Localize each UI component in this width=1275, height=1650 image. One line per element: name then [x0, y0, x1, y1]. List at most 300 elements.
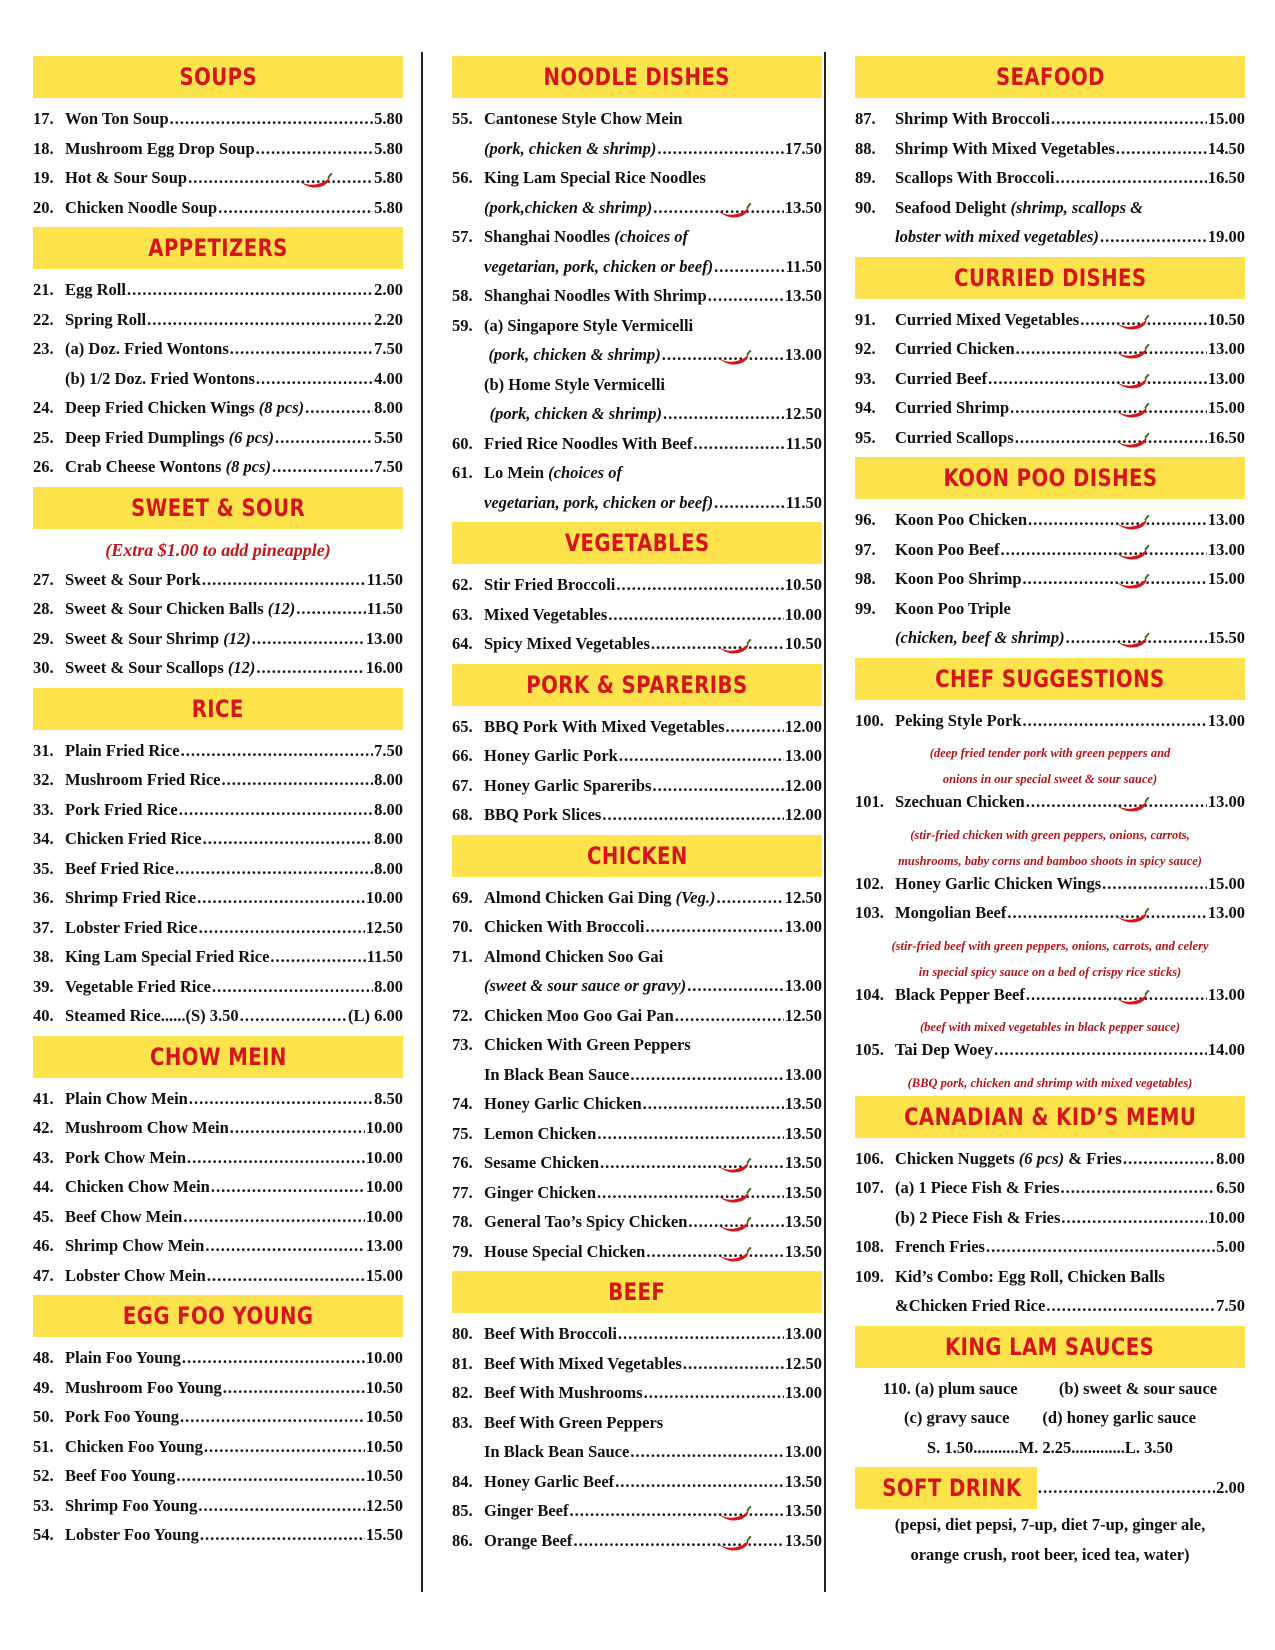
price-leader-dots: [683, 1354, 784, 1374]
item-name-text: Beef With Mushrooms: [484, 1383, 643, 1402]
item-name: [65, 1118, 229, 1138]
section-title: CHICKEN: [586, 841, 688, 870]
menu-item: [33, 947, 403, 977]
menu-item: [33, 658, 403, 688]
menu-item: [452, 434, 822, 464]
item-name: [484, 1324, 617, 1344]
item-price: 8.00: [374, 770, 403, 789]
item-name: [65, 109, 169, 129]
menu-item: [33, 1266, 403, 1296]
item-name: [484, 1413, 663, 1433]
menu-item: [452, 605, 822, 635]
item-number: 54.: [33, 1525, 54, 1544]
price-leader-dots: [1060, 1178, 1215, 1198]
item-name: [895, 569, 1022, 589]
price-leader-dots: [180, 1407, 365, 1427]
item-name-text: (a) Singapore Style Vermicelli: [484, 315, 694, 335]
menu-item: [855, 1296, 1245, 1326]
item-name-text: Chicken Nuggets: [895, 1148, 1015, 1168]
price-leader-dots: [1123, 1149, 1215, 1169]
item-number: 37.: [33, 917, 54, 937]
menu-item: [855, 569, 1245, 599]
menu-item: [33, 1207, 403, 1237]
section-banner: [855, 1096, 1245, 1138]
menu-item: [33, 428, 403, 458]
section-banner: [452, 1271, 822, 1313]
chili-pepper-icon: [1112, 545, 1150, 561]
price-leader-dots: [200, 1525, 365, 1545]
chili-pepper-icon: [1112, 515, 1150, 531]
item-name: [65, 1006, 239, 1026]
item-name-text: Spring Roll: [65, 309, 147, 329]
section-banner: [452, 664, 822, 706]
menu-item: [452, 286, 822, 316]
item-name: [65, 310, 146, 330]
price-leader-dots: [176, 1466, 365, 1486]
item-name: [65, 1407, 179, 1427]
item-qualifier: (12): [267, 599, 296, 618]
price-leader-dots: [223, 1378, 365, 1398]
item-name-text: Sweet & Sour Pork: [65, 569, 201, 589]
item-number: 58.: [452, 286, 473, 305]
item-number: 105.: [855, 1040, 884, 1059]
item-name: [895, 168, 1055, 188]
item-name: [65, 1466, 175, 1486]
item-name-text: Pork Fried Rice: [65, 799, 178, 819]
price-leader-dots: [652, 776, 783, 796]
item-price: 13.00: [1207, 510, 1245, 529]
item-number: 40.: [33, 1006, 54, 1025]
price-leader-dots: [1056, 168, 1207, 188]
menu-item: [452, 1383, 822, 1413]
item-number: 72.: [452, 1005, 473, 1025]
item-name-text: (b) 1/2 Doz. Fried Wontons: [65, 368, 255, 388]
item-name-text: BBQ Pork With Mixed Vegetables: [484, 716, 725, 736]
item-name: [65, 1437, 203, 1457]
price-leader-dots: [188, 168, 373, 188]
item-price: 15.00: [1207, 873, 1245, 893]
menu-item: [855, 369, 1245, 399]
item-name: [895, 792, 1025, 812]
item-name: [65, 829, 202, 849]
menu-item: [452, 198, 822, 228]
item-name-text: Koon Poo Triple: [895, 598, 1011, 618]
item-name-text: Scallops With Broccoli: [895, 168, 1055, 187]
item-price: 10.00: [365, 1177, 403, 1196]
item-qualifier: (choices of: [614, 227, 688, 246]
item-number: 47.: [33, 1265, 54, 1285]
item-qualifier: (6 pcs): [228, 427, 274, 447]
item-name-text: Sesame Chicken: [484, 1153, 600, 1172]
menu-item: [452, 917, 822, 947]
item-name: [65, 629, 251, 649]
item-name: [484, 634, 650, 654]
item-subtitle: (pork, chicken & shrimp): [489, 404, 662, 423]
chili-pepper-icon: [1112, 403, 1150, 419]
item-price: 13.00: [784, 917, 822, 936]
section-title: RICE: [191, 694, 244, 723]
item-number: 20.: [33, 197, 54, 217]
item-name: [895, 369, 987, 389]
price-leader-dots: [197, 888, 365, 908]
item-price: 13.00: [1207, 339, 1245, 358]
section-banner: [33, 487, 403, 529]
sauce-line: S. 1.50...........M. 2.25.............L. 3.50: [926, 1437, 1174, 1457]
item-price: 5.00: [1216, 1237, 1245, 1256]
menu-item: [855, 1208, 1245, 1238]
section-banner: [33, 688, 403, 730]
item-price: 13.50: [784, 1471, 822, 1491]
menu-item: [452, 1065, 822, 1095]
price-leader-dots: [726, 717, 784, 737]
item-qualifier: (12): [223, 628, 251, 648]
price-leader-dots: [1007, 903, 1207, 923]
chili-pepper-icon: [1112, 633, 1150, 649]
item-price: 8.00: [374, 829, 403, 848]
menu-item: [452, 575, 822, 605]
item-name-text: Chicken Fried Rice: [65, 829, 202, 848]
item-number: 93.: [855, 368, 876, 388]
menu-item: [33, 1496, 403, 1526]
item-number: 27.: [33, 569, 54, 589]
item-name-text: Shrimp Foo Young: [65, 1495, 198, 1515]
menu-item: [33, 398, 403, 428]
menu-item: [33, 629, 403, 659]
item-qualifier: (choices of: [548, 463, 622, 482]
item-price: 15.50: [1207, 628, 1245, 647]
price-leader-dots: [170, 109, 373, 129]
price-leader-dots: [1061, 1208, 1206, 1228]
item-number: 57.: [452, 227, 473, 246]
item-name-text: Mushroom Egg Drop Soup: [65, 138, 255, 158]
price-leader-dots: [240, 1006, 347, 1026]
item-number: 84.: [452, 1471, 473, 1491]
item-price: 5.80: [374, 197, 403, 217]
menu-item: [33, 1236, 403, 1266]
menu-item: [452, 1212, 822, 1242]
item-name: [895, 1178, 1059, 1198]
price-leader-dots: [1116, 139, 1207, 159]
price-leader-dots: [1023, 711, 1207, 731]
menu-item: [33, 918, 403, 948]
menu-item: [855, 792, 1245, 822]
item-name-text: Pork Chow Mein: [65, 1147, 186, 1167]
item-number: 34.: [33, 829, 54, 848]
item-price: 14.00: [1207, 1040, 1245, 1059]
item-description: (stir-fried chicken with green peppers, onions, carrots,: [910, 827, 1190, 842]
item-number: 80.: [452, 1324, 473, 1343]
item-number: 85.: [452, 1501, 473, 1520]
item-name-text: (a) Doz. Fried Wontons: [65, 339, 229, 358]
menu-column-3: [855, 56, 1245, 1574]
price-leader-dots: [986, 1237, 1215, 1257]
item-name-text: Black Pepper Beef: [895, 984, 1025, 1004]
menu-item: [33, 280, 403, 310]
item-price: 16.50: [1207, 427, 1245, 447]
item-price: 16.00: [365, 658, 403, 677]
menu-item: [33, 1348, 403, 1378]
item-name-text: Peking Style Pork: [895, 710, 1022, 730]
section-note: (Extra $1.00 to add pineapple): [105, 539, 331, 560]
menu-item: [855, 711, 1245, 741]
item-number: 107.: [855, 1178, 884, 1197]
section-title: BEEF: [608, 1278, 666, 1306]
item-price: 8.00: [1216, 1148, 1245, 1168]
item-name-text: Spicy Mixed Vegetables: [484, 634, 650, 653]
price-leader-dots: [1015, 428, 1207, 448]
item-price: 11.50: [785, 433, 822, 453]
sauce-line: (c) gravy sauce (d) honey garlic sauce: [904, 1408, 1196, 1427]
item-name-text: Honey Garlic Pork: [484, 746, 618, 765]
section-title: SOUPS: [179, 63, 257, 91]
item-number: 18.: [33, 138, 54, 158]
item-name: [65, 741, 180, 761]
item-number: 17.: [33, 109, 54, 128]
item-price: 13.00: [784, 976, 822, 995]
item-name: [484, 605, 607, 625]
item-number: 48.: [33, 1348, 54, 1367]
item-name-suffix: & Fries: [1068, 1148, 1122, 1168]
price-leader-dots: [175, 859, 373, 879]
item-name-text: Honey Garlic Spareribs: [484, 775, 652, 795]
menu-item: [855, 1040, 1245, 1070]
menu-item: [452, 1006, 822, 1036]
item-price: 12.50: [784, 1353, 822, 1373]
item-name-text: &Chicken Fried Rice: [895, 1296, 1046, 1315]
price-leader-dots: [663, 404, 784, 424]
menu-item: [855, 874, 1245, 904]
menu-item: [33, 1378, 403, 1408]
menu-item: [855, 339, 1245, 369]
item-name-text: Plain Fried Rice: [65, 740, 180, 760]
item-price: 13.00: [1207, 984, 1245, 1004]
item-name: [65, 1378, 222, 1398]
item-number: 109.: [855, 1266, 884, 1286]
price-leader-dots: [714, 493, 785, 513]
menu-item: [33, 977, 403, 1007]
chili-pepper-icon: [714, 203, 752, 219]
item-name: [484, 227, 688, 247]
menu-item: [452, 976, 822, 1006]
item-name: [65, 770, 221, 790]
item-name: [895, 1208, 1060, 1228]
item-number: 49.: [33, 1377, 54, 1397]
item-name-text: Crab Cheese Wontons: [65, 457, 222, 476]
item-name-text: Chicken Noodle Soup: [65, 197, 218, 217]
item-price: 12.50: [784, 1005, 822, 1025]
item-name-text: In Black Bean Sauce: [484, 1442, 630, 1461]
item-name: [895, 903, 1006, 923]
price-leader-dots: [717, 888, 784, 908]
item-price: 13.50: [784, 1501, 822, 1520]
menu-item: [452, 1354, 822, 1384]
price-leader-dots: [616, 575, 784, 595]
item-name: [484, 776, 651, 796]
item-number: 21.: [33, 280, 54, 299]
item-number: 100.: [855, 710, 884, 730]
item-price: 13.50: [784, 1530, 822, 1550]
item-number: 66.: [452, 746, 473, 765]
item-name-text: Fried Rice Noodles With Beef: [484, 433, 693, 453]
menu-item: [452, 1501, 822, 1531]
item-price: 13.00: [784, 1064, 822, 1084]
menu-item: [452, 227, 822, 257]
sauce-line: (pepsi, diet pepsi, 7-up, diet 7-up, ginger ale,: [894, 1515, 1206, 1534]
chili-pepper-icon: [714, 1536, 752, 1552]
item-name-text: Lobster Chow Mein: [65, 1265, 206, 1285]
item-name-text: Chicken Moo Goo Gai Pan: [484, 1005, 674, 1025]
item-price: 12.50: [784, 887, 822, 907]
item-number: 71.: [452, 946, 473, 966]
item-name-text: Plain Foo Young: [65, 1348, 181, 1367]
item-name: [484, 1212, 687, 1232]
item-name: [895, 711, 1022, 731]
price-leader-dots: [615, 1472, 784, 1492]
menu-item: [452, 1094, 822, 1124]
section-title: SEAFOOD: [995, 63, 1105, 91]
menu-item: [33, 888, 403, 918]
item-price: 15.50: [365, 1525, 403, 1544]
item-number: 90.: [855, 197, 876, 217]
menu-item: [452, 888, 822, 918]
item-name: [65, 1348, 181, 1368]
item-name-text: Beef With Green Peppers: [484, 1412, 664, 1432]
item-qualifier: (6 pcs): [1018, 1148, 1065, 1168]
menu-item: [855, 398, 1245, 428]
price-leader-dots: [597, 1183, 784, 1203]
item-name-text: Beef With Mixed Vegetables: [484, 1353, 682, 1373]
item-name-text: General Tao’s Spicy Chicken: [484, 1212, 688, 1231]
menu-item: [33, 829, 403, 859]
item-name: [484, 717, 725, 737]
item-qualifier: (shrimp, scallops &: [1010, 197, 1143, 217]
price-leader-dots: [211, 1177, 365, 1197]
menu-item: [452, 1472, 822, 1502]
section-banner: [855, 457, 1245, 499]
item-name: [484, 917, 644, 937]
item-price: 13.00: [1207, 710, 1245, 730]
price-leader-dots: [252, 629, 365, 649]
sauce-line: orange crush, root beer, iced tea, water): [910, 1544, 1190, 1564]
item-price: 10.00: [784, 604, 822, 624]
item-name: [65, 1496, 197, 1516]
item-price: 6.50: [1216, 1178, 1245, 1197]
menu-item: [452, 1242, 822, 1272]
item-price: 7.50: [374, 339, 403, 358]
item-name: [65, 339, 229, 359]
item-name-text: Chicken Foo Young: [65, 1436, 203, 1456]
item-name: [65, 1089, 188, 1109]
item-price: 5.80: [374, 109, 403, 128]
menu-item: [452, 1324, 822, 1354]
item-number: 75.: [452, 1123, 473, 1143]
section-banner: [33, 56, 403, 98]
section-title: EGG FOO YOUNG: [122, 1302, 314, 1330]
price-leader-dots: [212, 977, 373, 997]
item-name: [484, 434, 692, 454]
item-price: 2.00: [1216, 1478, 1245, 1497]
item-subtitle: (sweet & sour sauce or gravy): [484, 976, 687, 995]
item-number: 91.: [855, 309, 876, 329]
price-leader-dots: [207, 1266, 365, 1286]
item-name-text: Ginger Chicken: [484, 1182, 596, 1202]
price-leader-dots: [127, 280, 373, 300]
item-name: [895, 109, 1050, 129]
item-number: 36.: [33, 888, 54, 907]
menu-item: [855, 1178, 1245, 1208]
menu-item: [33, 570, 403, 600]
item-name: [895, 1149, 1122, 1169]
section-title: SOFT DRINK: [882, 1474, 1022, 1502]
item-number: 97.: [855, 539, 876, 559]
chili-pepper-icon: [1112, 797, 1150, 813]
item-subtitle: vegetarian, pork, chicken or beef): [484, 492, 714, 512]
item-number: 83.: [452, 1412, 473, 1432]
item-name: [484, 1065, 629, 1085]
item-qualifier: (8 pcs): [258, 398, 305, 417]
item-price: 13.00: [784, 746, 822, 765]
item-price: 13.00: [784, 345, 822, 364]
item-price: 10.00: [365, 1147, 403, 1167]
item-name-text: Won Ton Soup: [65, 109, 169, 128]
menu-item: [452, 1035, 822, 1065]
item-price: 4.00: [374, 368, 403, 388]
item-price: 8.50: [374, 1088, 403, 1108]
item-name: [484, 1531, 572, 1551]
item-price: 13.00: [1207, 368, 1245, 388]
price-leader-dots: [204, 1437, 365, 1457]
item-price: 5.80: [374, 168, 403, 187]
item-name-text: Tai Dep Woey: [895, 1040, 994, 1059]
item-name: [895, 510, 1027, 530]
section-title: SWEET & SOUR: [130, 493, 306, 522]
price-leader-dots: [147, 310, 373, 330]
item-number: 82.: [452, 1383, 473, 1402]
price-leader-dots: [179, 800, 373, 820]
menu-column-2: [452, 56, 822, 1560]
item-price: 13.00: [1207, 903, 1245, 922]
menu-item: [452, 375, 822, 405]
item-name-text: Vegetable Fried Rice: [65, 976, 212, 996]
item-name: [484, 1183, 596, 1203]
section-banner: [855, 1467, 1037, 1509]
item-price: 17.50: [784, 138, 822, 158]
item-name-text: French Fries: [895, 1237, 985, 1256]
item-name-text: Lobster Fried Rice: [65, 917, 198, 937]
item-name-text: Chicken Chow Mein: [65, 1177, 210, 1196]
item-price: 5.80: [374, 138, 403, 158]
item-number: 26.: [33, 457, 54, 476]
item-number: 59.: [452, 315, 473, 335]
item-price: 7.50: [1216, 1296, 1245, 1315]
price-leader-dots: [1010, 398, 1207, 418]
section-banner: [33, 1036, 403, 1078]
item-number: 62.: [452, 575, 473, 594]
item-number: 106.: [855, 1148, 884, 1168]
menu-item: [855, 168, 1245, 198]
item-name-text: Mushroom Chow Mein: [65, 1118, 229, 1137]
item-number: 77.: [452, 1182, 473, 1202]
item-name: [65, 1236, 204, 1256]
price-leader-dots: [1046, 1296, 1215, 1316]
item-qualifier: (8 pcs): [225, 457, 271, 476]
menu-item: [452, 947, 822, 977]
item-name: [484, 1442, 629, 1462]
item-price: 2.00: [374, 280, 403, 299]
price-leader-dots: [644, 1383, 784, 1403]
item-name: [484, 888, 716, 908]
menu-item: [452, 1153, 822, 1183]
